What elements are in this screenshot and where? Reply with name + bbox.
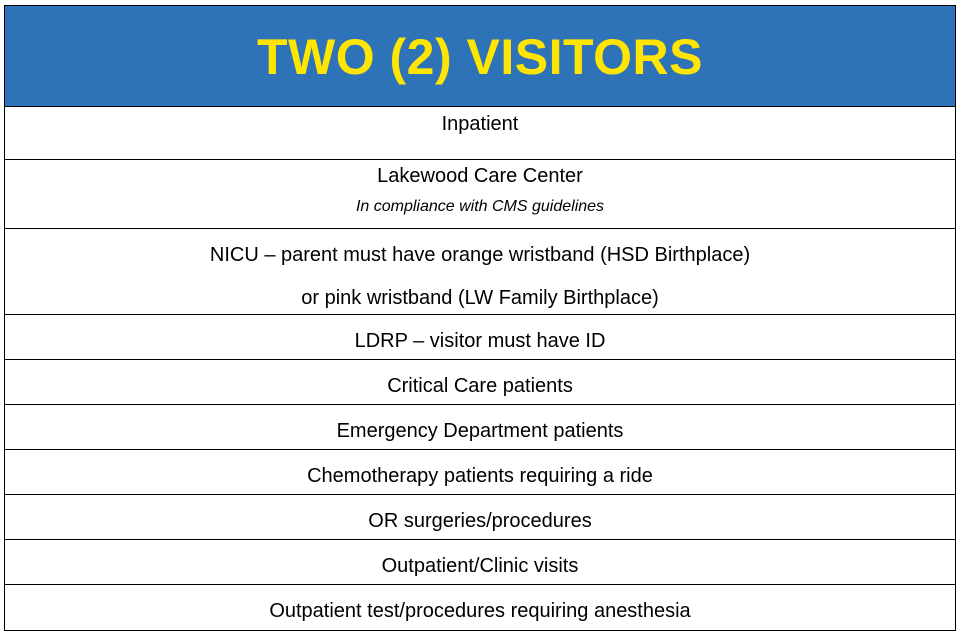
table-row-chemotherapy bbox=[5, 450, 955, 495]
table-row-lakewood-care-center bbox=[5, 160, 955, 229]
row-label: Inpatient bbox=[441, 113, 519, 135]
table-row-inpatient bbox=[5, 107, 955, 160]
table-row-emergency-department bbox=[5, 405, 955, 450]
page-title: TWO (2) VISITORS bbox=[257, 29, 703, 85]
row-label: LDRP – visitor must have ID bbox=[354, 330, 606, 352]
table-header bbox=[5, 6, 955, 107]
table-row-critical-care bbox=[5, 360, 955, 405]
table-row-nicu bbox=[5, 229, 955, 315]
row-label: NICU – parent must have orange wristband (HSD Birthplace) bbox=[209, 244, 751, 266]
table-row-or-surgeries bbox=[5, 495, 955, 540]
row-label: Outpatient test/procedures requiring anesthesia bbox=[269, 600, 691, 622]
row-label-continued: or pink wristband (LW Family Birthplace) bbox=[301, 287, 659, 309]
table-row-ldrp bbox=[5, 315, 955, 360]
row-label: Emergency Department patients bbox=[336, 420, 624, 442]
table-row-outpatient-anesthesia bbox=[5, 585, 955, 630]
visitor-policy-table bbox=[4, 5, 956, 631]
row-note: In compliance with CMS guidelines bbox=[355, 198, 605, 215]
row-label: Lakewood Care Center bbox=[377, 165, 583, 187]
row-label: OR surgeries/procedures bbox=[368, 510, 592, 532]
row-label: Outpatient/Clinic visits bbox=[381, 555, 579, 577]
row-label: Chemotherapy patients requiring a ride bbox=[307, 465, 653, 487]
table-row-outpatient-clinic bbox=[5, 540, 955, 585]
row-label: Critical Care patients bbox=[387, 375, 573, 397]
